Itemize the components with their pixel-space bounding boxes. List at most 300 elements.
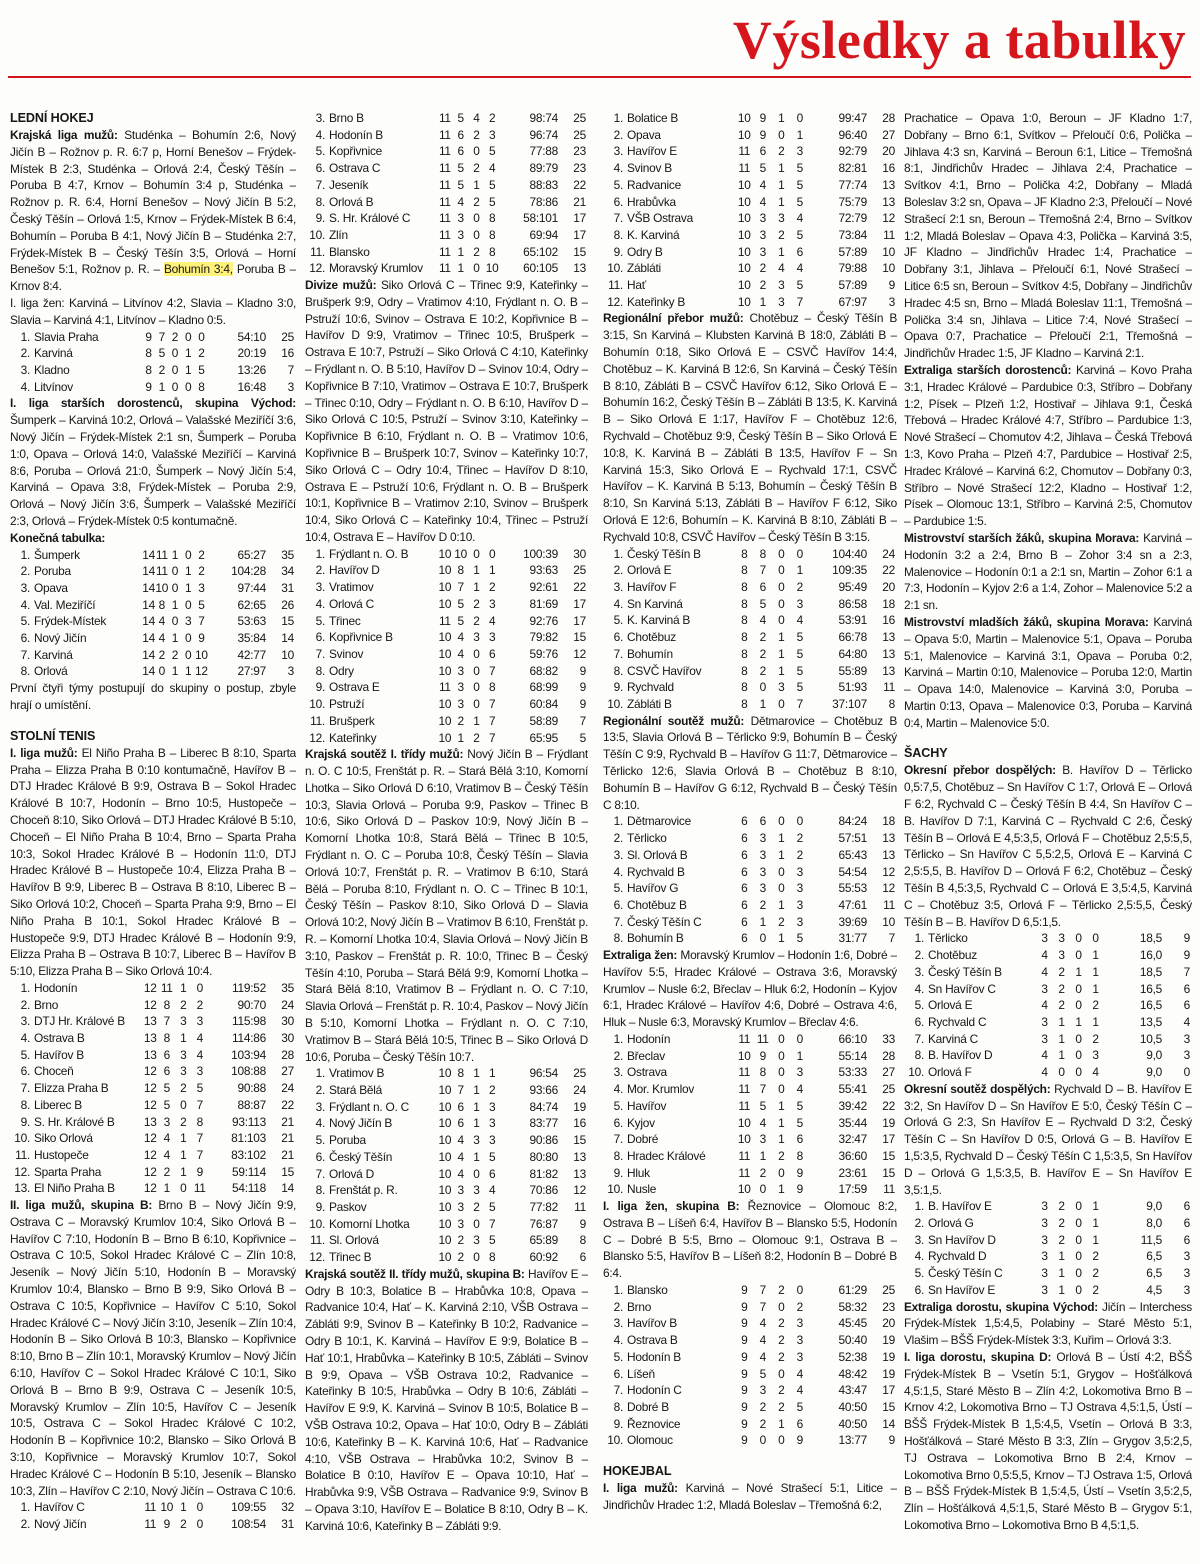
- count-cell: 3: [196, 1014, 203, 1029]
- points-cell: 12: [882, 864, 895, 879]
- rank-cell: 2.: [315, 1083, 325, 1098]
- score-cell: 114:86: [232, 1031, 266, 1046]
- count-cell: 1: [759, 914, 766, 929]
- count-cell: 5: [488, 177, 496, 192]
- rank-cell: 4.: [315, 127, 325, 142]
- count-cell: 0: [778, 127, 785, 142]
- count-cell: 2: [1092, 1249, 1099, 1264]
- score-cell: 47:61: [838, 897, 867, 912]
- rank-cell: 1.: [914, 1199, 924, 1214]
- section-gap: [10, 714, 296, 728]
- points-cell: 22: [573, 580, 586, 595]
- count-cell: 6: [759, 814, 766, 829]
- table-row: [10, 1499, 296, 1516]
- score-cell: 83:77: [529, 1116, 558, 1131]
- count-cell: 1: [184, 346, 192, 361]
- count-cell: 1: [778, 244, 785, 259]
- table-row: [904, 1232, 1192, 1249]
- team-cell: Olomouc: [627, 1433, 673, 1448]
- rank-cell: 7.: [613, 1132, 623, 1147]
- team-cell: Kladno: [34, 362, 70, 377]
- team-cell: B. Havířov D: [928, 1048, 993, 1063]
- count-cell: 2: [180, 997, 187, 1012]
- count-cell: 1: [1092, 1199, 1099, 1214]
- points-cell: 19: [882, 1333, 895, 1348]
- count-cell: 7: [759, 1082, 766, 1097]
- count-cell: 1: [778, 1416, 785, 1431]
- count-cell: 3: [1041, 931, 1048, 946]
- section-gap: [904, 731, 1192, 745]
- table-row: [305, 110, 588, 127]
- count-cell: 5: [158, 346, 165, 361]
- results-paragraph: [904, 762, 1192, 930]
- rank-cell: 6.: [315, 630, 325, 645]
- team-cell: Líšeň: [627, 1366, 655, 1381]
- count-cell: 4: [759, 177, 766, 192]
- count-cell: 0: [473, 227, 480, 242]
- rank-cell: 4.: [20, 1031, 30, 1046]
- count-cell: 11: [438, 127, 451, 142]
- count-cell: 10: [438, 1250, 452, 1265]
- standings-table: [305, 110, 588, 277]
- rank-cell: 6.: [20, 1064, 30, 1079]
- count-cell: 8: [488, 227, 496, 242]
- count-cell: 11: [438, 161, 451, 176]
- count-cell: 3: [759, 244, 766, 259]
- standings-table: [904, 930, 1192, 1080]
- team-cell: Havířov E: [627, 144, 677, 159]
- points-cell: 34: [281, 564, 294, 579]
- count-cell: 4: [759, 1333, 766, 1348]
- count-cell: 3: [488, 1099, 496, 1114]
- score-cell: 88:87: [237, 1097, 266, 1112]
- count-cell: 3: [796, 914, 803, 929]
- score-cell: 57:89: [838, 278, 867, 293]
- score-cell: 92:79: [838, 144, 867, 159]
- count-cell: 5: [796, 663, 803, 678]
- count-cell: 2: [796, 580, 803, 594]
- points-cell: 15: [882, 1165, 895, 1180]
- table-row: [305, 244, 588, 261]
- points-cell: 31: [281, 580, 294, 595]
- table-row: [10, 1080, 296, 1097]
- table-row: [603, 110, 897, 127]
- count-cell: 2: [158, 647, 165, 662]
- table-row: [603, 646, 897, 663]
- table-row: [10, 1164, 296, 1181]
- count-cell: 2: [473, 244, 480, 259]
- score-cell: 53:33: [838, 1065, 867, 1080]
- score-cell: 73:84: [838, 227, 867, 242]
- team-cell: Hrabůvka: [627, 194, 676, 209]
- score-cell: 23:61: [838, 1165, 867, 1180]
- table-row: [305, 713, 588, 730]
- points-cell: 10: [281, 647, 294, 662]
- team-cell: CSVČ Havířov: [627, 663, 702, 678]
- score-cell: 96:74: [529, 127, 558, 142]
- results-paragraph: [904, 1299, 1192, 1349]
- count-cell: 10: [737, 177, 751, 192]
- count-cell: 3: [488, 1116, 496, 1131]
- results-text: Studénka – Bohumín 2:6, Nový Jičín B – Rožnov p. R. 6:7 p, Horní Benešov – Frýdek-Místek B 2:3, Studénka – Orlová 2:4, Český Těšín – Poruba B 4:7, Krnov – Bohumín 3:4 p, Studénka – Rožnov p. R. 6:4, Horní Benešov – Nový Jičín B 5:2, Český Těšín – Orlová 1:5, Krnov – Frýdek-Místek B 6:4, Bohumín – Poruba B 4:1, Nový Jičín B – Studénka 2:7, Frýdek-Místek B – Český Těšín 3:5, Orlová – Horní Benešov 5:1, Rožnov p. R. –: [10, 128, 296, 277]
- points-cell: 6: [579, 1250, 586, 1265]
- count-cell: 11: [193, 1181, 206, 1196]
- rank-cell: 6.: [315, 161, 325, 176]
- points-cell: 23: [882, 1299, 895, 1314]
- score-cell: 115:98: [232, 1014, 266, 1029]
- count-cell: 8: [488, 244, 496, 259]
- count-cell: 6: [741, 847, 748, 862]
- table-row: [603, 210, 897, 227]
- score-cell: 35:44: [838, 1115, 867, 1130]
- score-cell: 97:44: [237, 580, 266, 595]
- count-cell: 1: [778, 1182, 785, 1197]
- results-text: Moravský Krumlov – Hodonín 1:6, Dobré – Havířov 5:5, Hradec Králové – Ostrava 3:6, Moravský Krumlov – Nusle 6:2, Břeclav – Hluk 6:2, Hodonín – Kyjov 6:1, Hradec Králové – Havířov 4:6, Dobré – Ostrava 4:6, Hluk – Nusle 6:3, Moravský Krumlov – Břeclav 4:6.: [603, 948, 897, 1030]
- count-cell: 10: [438, 1066, 452, 1081]
- team-cell: Kateřinky B: [627, 294, 686, 309]
- table-row: [904, 1014, 1192, 1031]
- competition-name: I. liga mužů:: [10, 745, 78, 760]
- score-cell: 67:97: [838, 294, 867, 309]
- count-cell: 7: [796, 696, 803, 711]
- score-cell: 66:78: [838, 630, 867, 645]
- table-row: [305, 613, 588, 630]
- team-cell: Choceň: [34, 1064, 74, 1079]
- competition-name: Okresní přebor dospělých:: [904, 763, 1056, 778]
- rank-cell: 5.: [914, 998, 924, 1013]
- team-cell: Bohumín B: [627, 931, 684, 946]
- standings-table: [10, 1499, 296, 1532]
- score-cell: 31:77: [838, 931, 867, 946]
- count-cell: 8: [145, 362, 152, 377]
- table-row: [603, 1299, 897, 1316]
- text-column-2: [305, 110, 588, 1558]
- count-cell: 1: [457, 244, 464, 259]
- points-cell: 21: [281, 1131, 294, 1146]
- points-cell: 13: [882, 177, 895, 192]
- count-cell: 14: [142, 597, 155, 612]
- team-cell: Frýdek-Místek: [34, 614, 107, 629]
- count-cell: 2: [180, 1114, 187, 1129]
- count-cell: 4: [1041, 1065, 1048, 1080]
- count-cell: 5: [457, 177, 464, 192]
- count-cell: 1: [759, 1148, 766, 1163]
- points-cell: 24: [281, 997, 294, 1012]
- count-cell: 0: [1075, 948, 1082, 963]
- count-cell: 9: [741, 1366, 748, 1381]
- count-cell: 4: [1041, 964, 1048, 979]
- results-text: Nový Jičín B – Frýdlant n. O. C 10:5, Frenštát p. R. – Stará Bělá 3:10, Komorní Lhotka – Siko Orlová D 6:10, Vratimov B – Český Těšín 10:3, Slavia Orlová – Poruba 9:9, Paskov – Třinec B 10:6, Siko Orlová D – Paskov 10:9, Nový Jičín B – Komorní Lhotka 10:8, Stará Bělá – Třinec B 10:5, Frýdlant n. O. C – Poruba 10:8, Český Těšín – Slavia Orlová 10:7, Frenštát p. R. – Vratimov B 6:10, Stará Bělá – Poruba 8:10, Frýdlant n. O. C – Třinec B 10:1, Český Těšín – Paskov 8:10, Siko Orlová D – Slavia Orlová 10:2, Nový Jičín B – Vratimov B 6:10, Frenštát p. R. – Komorní Lhotka 10:4, Slavia Orlová – Nový Jičín B 3:10, Paskov – Frenštát p. R. 10:0, Třinec B – Český Těšín 4:10, Poruba – Stará Bělá 9:9, Komorní Lhotka – Stará Bělá 8:10, Vratimov B – Frýdlant n. O. C 7:10, Slavia Orlová – Frenštát p. R. 10:4, Paskov – Nový Jičín B 5:10, Komorní Lhotka – Frýdlant n. O. C 7:10, Vratimov B – Stará Bělá 10:5, Třinec B – Siko Orlová D 10:6, Poruba – Český Těšín 10:7.: [305, 747, 588, 1064]
- rank-cell: 4.: [613, 1333, 623, 1348]
- count-cell: 6: [457, 1116, 464, 1131]
- competition-name: Krajská liga mužů:: [10, 128, 118, 142]
- count-cell: 4: [457, 1166, 464, 1181]
- team-cell: Orlová B: [329, 194, 374, 209]
- team-cell: Odry B: [627, 244, 663, 259]
- points-cell: 15: [573, 630, 586, 645]
- table-row: [305, 177, 588, 194]
- count-cell: 11: [738, 1082, 751, 1097]
- count-cell: 11: [738, 1065, 751, 1080]
- count-cell: 14: [142, 564, 155, 579]
- team-cell: Ostrava B: [627, 1333, 678, 1348]
- count-cell: 2: [759, 261, 766, 276]
- count-cell: 0: [473, 663, 480, 678]
- count-cell: 10: [438, 1133, 452, 1148]
- team-cell: Orlová D: [329, 1166, 374, 1181]
- count-cell: 11: [155, 547, 168, 562]
- count-cell: 3: [759, 847, 766, 862]
- score-cell: 84:74: [529, 1099, 558, 1114]
- count-cell: 7: [759, 1283, 766, 1298]
- points-cell: 25: [882, 1082, 895, 1097]
- results-text: Jičín – Interchess Frýdek-Místek 1,5:4,5, Polabiny – Staré Město 5:1, Vlašim – BŠŠ Frýdek-Místek 3:3, Kuřim – Orlová 3:3.: [904, 1299, 1192, 1348]
- table-row: [305, 1132, 588, 1149]
- count-cell: 11: [160, 980, 173, 995]
- count-cell: 10: [438, 1183, 452, 1198]
- table-row: [305, 679, 588, 696]
- count-cell: 10: [160, 1500, 174, 1515]
- score-cell: 84:24: [838, 814, 867, 829]
- table-row: [603, 562, 897, 579]
- score-cell: 13,5: [1139, 1014, 1162, 1029]
- count-cell: 5: [488, 1199, 496, 1214]
- count-cell: 1: [171, 664, 179, 679]
- count-cell: 4: [759, 194, 766, 209]
- team-cell: Brno: [627, 1299, 652, 1314]
- section-heading: HOKEJBAL: [603, 1464, 672, 1479]
- count-cell: 3: [473, 1133, 480, 1148]
- rank-cell: 11.: [608, 278, 623, 293]
- rank-cell: 11.: [310, 1233, 325, 1248]
- rank-cell: 8.: [914, 1048, 924, 1063]
- table-row: [603, 864, 897, 881]
- count-cell: 2: [163, 1164, 170, 1179]
- count-cell: 12: [195, 664, 208, 679]
- points-cell: 12: [573, 647, 586, 661]
- results-paragraph: [603, 1198, 897, 1282]
- table-row: [305, 730, 588, 747]
- count-cell: 1: [180, 1500, 187, 1515]
- rank-cell: 5.: [613, 177, 623, 192]
- table-row: [603, 1165, 897, 1182]
- results-text: I. liga žen: Karviná – Litvínov 4:2, Slavia – Kladno 3:0, Slavia – Karviná 4:1, Litvínov – Kladno 0:5.: [10, 295, 296, 327]
- count-cell: 0: [473, 1216, 480, 1231]
- count-cell: 2: [778, 1399, 785, 1414]
- rank-cell: 9.: [613, 1165, 623, 1180]
- count-cell: 0: [184, 547, 192, 562]
- count-cell: 10: [737, 1048, 751, 1063]
- team-cell: Nusle: [627, 1182, 657, 1197]
- rank-cell: 8.: [315, 1183, 325, 1198]
- rank-cell: 8.: [20, 664, 30, 679]
- points-cell: 3: [888, 294, 895, 309]
- rank-cell: 4.: [613, 161, 623, 176]
- count-cell: 3: [457, 1216, 464, 1231]
- count-cell: 4: [1041, 998, 1048, 1013]
- count-cell: 6: [759, 144, 766, 159]
- count-cell: 1: [778, 663, 785, 678]
- count-cell: 0: [778, 1082, 785, 1097]
- score-cell: 17:59: [838, 1182, 867, 1197]
- points-cell: 11: [883, 680, 895, 695]
- points-cell: 12: [573, 1183, 586, 1198]
- count-cell: 8: [145, 346, 152, 361]
- score-cell: 70:86: [529, 1183, 558, 1198]
- team-cell: Nový Jičín B: [329, 1116, 393, 1131]
- rank-cell: 3.: [315, 580, 325, 595]
- standings-table: [603, 546, 897, 713]
- count-cell: 1: [171, 631, 179, 646]
- count-cell: 3: [163, 1114, 170, 1129]
- count-cell: 4: [1092, 1065, 1099, 1080]
- table-row: [904, 1248, 1192, 1265]
- results-paragraph: [603, 310, 897, 545]
- score-cell: 65:95: [529, 730, 558, 745]
- count-cell: 3: [796, 1349, 803, 1364]
- team-cell: Hodonín C: [627, 1383, 682, 1398]
- count-cell: 0: [1075, 1249, 1082, 1264]
- results-paragraph: [603, 1480, 897, 1514]
- count-cell: 7: [196, 1131, 203, 1146]
- count-cell: 2: [1058, 1216, 1065, 1231]
- count-cell: 5: [759, 1366, 766, 1381]
- table-row: [10, 1030, 296, 1047]
- count-cell: 5: [759, 161, 766, 176]
- table-row: [603, 1081, 897, 1098]
- count-cell: 11: [738, 1165, 751, 1180]
- count-cell: 3: [796, 1065, 803, 1080]
- points-cell: 25: [882, 1283, 895, 1298]
- points-cell: 11: [574, 1199, 586, 1214]
- competition-name: Krajská soutěž I. třídy mužů:: [305, 747, 464, 762]
- points-cell: 9: [579, 680, 586, 695]
- team-cell: Elizza Praha B: [34, 1081, 109, 1096]
- table-row: [305, 1249, 588, 1266]
- points-cell: 13: [882, 831, 895, 846]
- count-cell: 4: [163, 1147, 170, 1162]
- results-text: Karviná – Kovo Praha 3:1, Hradec Králové – Pardubice 0:3, Stříbro – Dobřany 1:2, Písek – Plzeň 1:2, Hostivař – Jihlava 9:1, Česká Třebová – Hradec Králové 4:7, Stříbro – Pardubice 1:3, Nové Strašecí – Chomutov 4:2, Jihlava – Česká Třebová 1:3, Kovo Praha – Plzeň 4:7, Pardubice – Hostivař 2:5, Hradec Králové – Karviná 6:2, Chomutov – Dobřany 0:3, Stříbro – Nové Strašecí 12:2, Kladno – Hostivař 1:2, Písek – Olomouc 13:1, Stříbro – Karviná 2:5, Chomutov – Pardubice 1:5.: [904, 362, 1192, 529]
- count-cell: 1: [1075, 1014, 1082, 1029]
- score-cell: 51:93: [838, 680, 867, 695]
- text-column-4: [904, 110, 1192, 1558]
- count-cell: 1: [184, 580, 192, 595]
- count-cell: 6: [796, 244, 803, 259]
- team-cell: Liberec B: [34, 1097, 82, 1112]
- score-cell: 104:40: [832, 546, 867, 561]
- team-cell: Havířov G: [627, 881, 679, 896]
- count-cell: 11: [738, 144, 751, 159]
- score-cell: 65:43: [838, 847, 867, 862]
- count-cell: 0: [1075, 1065, 1082, 1080]
- count-cell: 0: [184, 329, 192, 344]
- count-cell: 1: [778, 111, 785, 125]
- score-cell: 68:82: [529, 663, 558, 678]
- score-cell: 54:118: [232, 1181, 266, 1196]
- points-cell: 19: [882, 1349, 895, 1364]
- team-cell: Frenštát p. R.: [329, 1183, 398, 1198]
- count-cell: 10: [155, 580, 169, 595]
- points-cell: 30: [281, 1014, 294, 1029]
- count-cell: 0: [778, 580, 785, 594]
- count-cell: 4: [457, 1133, 464, 1148]
- team-cell: Stará Bělá: [329, 1083, 383, 1098]
- rank-cell: 2.: [613, 831, 623, 846]
- competition-name: Okresní soutěž dospělých:: [904, 1081, 1051, 1096]
- count-cell: 2: [778, 1316, 785, 1331]
- count-cell: 0: [1058, 1065, 1065, 1080]
- count-cell: 10: [737, 1115, 751, 1130]
- count-cell: 10: [438, 730, 452, 745]
- results-paragraph: [10, 295, 296, 329]
- team-cell: Sn Karviná: [627, 596, 683, 611]
- rank-cell: 7.: [613, 914, 623, 929]
- table-row: [305, 1082, 588, 1099]
- rank-cell: 8.: [613, 931, 623, 946]
- highlighted-result: Bohumín 3:4,: [163, 262, 233, 277]
- count-cell: 10: [438, 1116, 452, 1131]
- count-cell: 8: [741, 696, 748, 711]
- count-cell: 11: [438, 680, 451, 695]
- rank-cell: 6.: [613, 1366, 623, 1381]
- points-cell: 16: [281, 346, 294, 361]
- count-cell: 0: [778, 1165, 785, 1180]
- rank-cell: 4.: [20, 379, 30, 394]
- rank-cell: 5.: [613, 1098, 623, 1113]
- points-cell: 10: [882, 914, 895, 929]
- team-cell: Mor. Krumlov: [627, 1082, 695, 1097]
- count-cell: 11: [738, 1148, 751, 1163]
- count-cell: 1: [184, 664, 192, 679]
- team-cell: Vratimov: [329, 580, 374, 595]
- count-cell: 2: [158, 362, 165, 377]
- count-cell: 3: [759, 1383, 766, 1398]
- table-row: [10, 613, 296, 630]
- table-row: [904, 1282, 1192, 1299]
- standings-table: [10, 329, 296, 396]
- score-cell: 16,5: [1139, 998, 1162, 1013]
- rank-cell: 1.: [613, 546, 623, 561]
- count-cell: 4: [796, 1082, 803, 1097]
- count-cell: 2: [1092, 1031, 1099, 1046]
- score-cell: 6,5: [1146, 1249, 1162, 1264]
- team-cell: Hustopeče: [34, 1147, 89, 1162]
- results-paragraph: [904, 110, 1192, 362]
- count-cell: 6: [457, 127, 464, 142]
- table-row: [603, 880, 897, 897]
- team-cell: Blansko: [627, 1283, 668, 1298]
- rank-cell: 9.: [613, 244, 623, 259]
- count-cell: 14: [142, 614, 155, 629]
- team-cell: Siko Orlová: [34, 1131, 93, 1146]
- table-row: [305, 546, 588, 563]
- count-cell: 2: [473, 127, 480, 142]
- count-cell: 2: [171, 329, 179, 344]
- table-row: [904, 964, 1192, 981]
- count-cell: 8: [488, 211, 496, 226]
- rank-cell: 1.: [20, 547, 30, 562]
- count-cell: 5: [196, 1081, 203, 1096]
- count-cell: 1: [1058, 1249, 1065, 1264]
- count-cell: 0: [778, 1048, 785, 1063]
- count-cell: 0: [759, 931, 766, 946]
- points-cell: 21: [573, 194, 586, 209]
- count-cell: 7: [198, 614, 205, 629]
- team-cell: Frýdlant n. O. C: [329, 1099, 409, 1114]
- points-cell: 33: [882, 1032, 895, 1047]
- count-cell: 11: [438, 211, 451, 226]
- table-row: [904, 997, 1192, 1014]
